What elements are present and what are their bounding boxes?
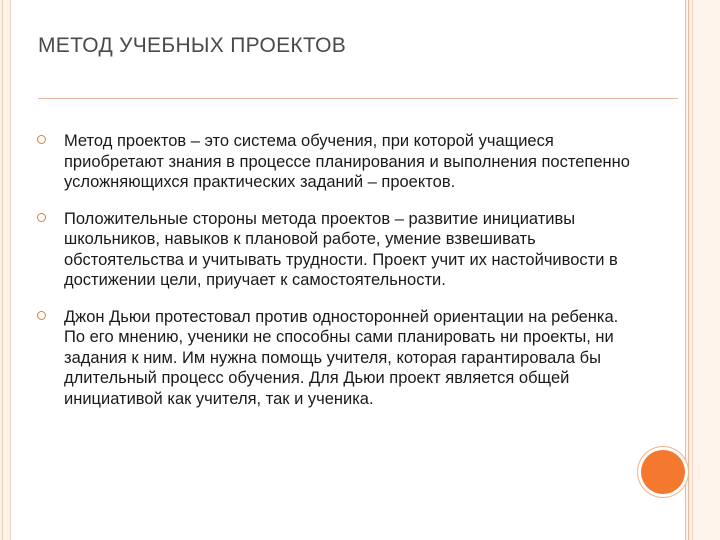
bullet-circle-icon xyxy=(37,135,46,144)
right-edge-rule xyxy=(688,0,689,540)
bullet-circle-icon xyxy=(37,213,46,222)
bullet-item xyxy=(34,131,634,193)
right-edge-rule-outer xyxy=(692,0,693,540)
bullet-text: Метод проектов – это система обучения, при которой учащиеся приобретают знания в процессе планирования и выполнения постепенно усложняющихся практических заданий – проектов. xyxy=(64,132,630,191)
bullet-item xyxy=(34,209,634,291)
bullet-circle-icon xyxy=(37,311,46,320)
bullet-list xyxy=(34,131,634,425)
left-edge-rule xyxy=(2,0,3,540)
bullet-text: Положительные стороны метода проектов – развитие инициативы школьников, навыков к плановой работе, умение взвешивать обстоятельства и учитывать трудности. Проект учит их настойчивости в достижении цели, приучает к самостоятельности. xyxy=(64,209,618,289)
slide-title: МЕТОД УЧЕБНЫХ ПРОЕКТОВ xyxy=(38,34,347,57)
title-separator xyxy=(38,98,678,99)
bullet-text: Джон Дьюи протестовал против односторонней ориентации на ребенка. По его мнению, ученики не способны сами планировать ни проекты, ни задания к ним. Им нужна помощь учителя, которая гарантировала бы длительный процесс обучения. Для Дьюи проект является общей инициативой как учителя, так и ученика. xyxy=(64,307,619,408)
bullet-item xyxy=(34,307,634,410)
decorative-circle xyxy=(641,450,685,494)
